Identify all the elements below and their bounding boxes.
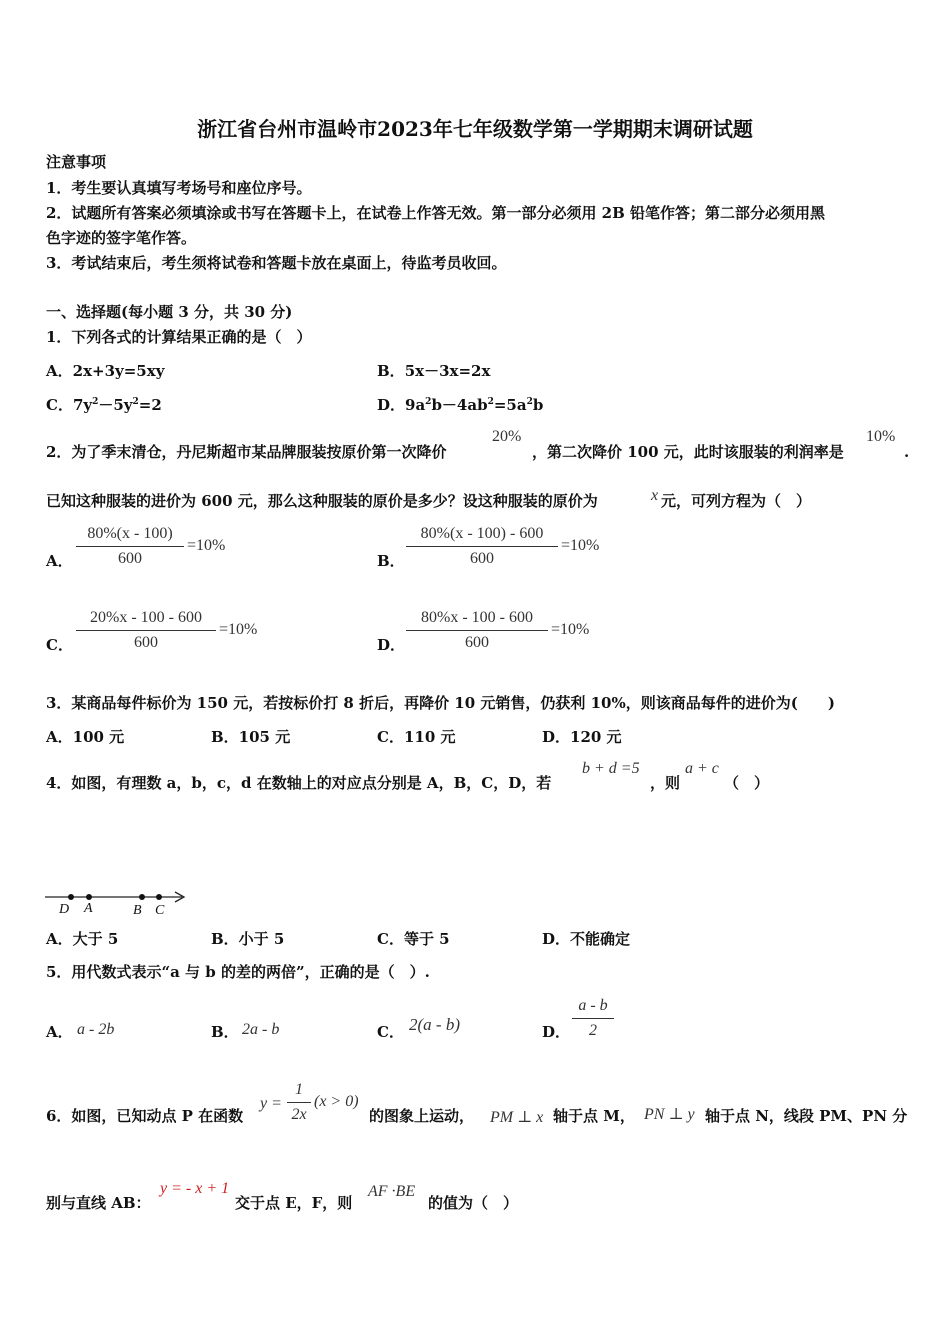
notice-item: 1．考生要认真填写考场号和座位序号。 [46, 179, 312, 197]
option-label: C． [377, 1023, 404, 1041]
q6-stem-d: 轴于点 N，线段 PM、PN 分 [705, 1107, 908, 1125]
q6-pn-perp: PN ⊥ y [644, 1106, 695, 1123]
label-d: D [59, 902, 70, 917]
q3-option-a: A．100 元 [46, 728, 125, 746]
q6-function-domain: (x > 0) [314, 1093, 359, 1110]
expr-part: －5y [98, 396, 133, 414]
question-3-stem: 3．某商品每件标价为 150 元，若按标价打 8 折后，再降价 10 元销售，仍获利 10%，则该商品每件的进价为( ) [46, 694, 835, 712]
denominator: 2 [589, 1022, 597, 1039]
section-heading: 一、选择题(每小题 3 分，共 30 分) [46, 303, 293, 321]
label-b: B [133, 903, 142, 918]
notice-item: 2．试题所有答案必须填涂或书写在答题卡上，在试卷上作答无效。第一部分必须用 2B 铅笔作答；第二部分必须用黑 [46, 204, 826, 222]
option-label: D． [377, 636, 406, 654]
q4-option-d: D．不能确定 [542, 930, 631, 948]
denominator: 600 [118, 550, 142, 567]
q3-option-d: D．120 元 [542, 728, 622, 746]
numerator: 20%x - 100 - 600 [90, 609, 202, 626]
q4-stem-c: （ ） [724, 774, 770, 792]
denominator: 600 [465, 634, 489, 651]
exponent: 2 [487, 397, 494, 407]
exponent: 2 [132, 397, 139, 407]
point-d [68, 894, 74, 900]
point-b [139, 894, 145, 900]
exponent: 2 [92, 397, 99, 407]
expr-part: b－4ab [431, 396, 488, 414]
notice-item: 色字迹的签字笔作答。 [46, 229, 197, 247]
option-label: C． [46, 396, 73, 414]
option-label: D． [542, 1023, 571, 1041]
q2-percent-2: 10% [866, 428, 896, 445]
question-6-stem: 6．如图，已知动点 P 在函数 [46, 1107, 244, 1125]
page-title: 浙江省台州市温岭市2023年七年级数学第一学期期末调研试题 [197, 117, 753, 141]
q2-option-a-rhs: =10% [187, 537, 226, 554]
q5-option-d-fraction [572, 996, 614, 1041]
expr-part: =5a [493, 396, 527, 414]
q2-option-b-fraction [406, 524, 558, 569]
denominator: 600 [470, 550, 494, 567]
denominator: 600 [134, 634, 158, 651]
q2-var-x: x [651, 487, 659, 504]
numerator: 80%(x - 100) [87, 525, 173, 542]
q5-option-a: a - 2b [77, 1021, 115, 1038]
q2-option-a-fraction [76, 524, 184, 569]
option-label: A． [46, 552, 73, 570]
question-1-stem: 1．下列各式的计算结果正确的是（ ） [46, 328, 312, 346]
q2-option-c-rhs: =10% [219, 621, 258, 638]
exponent: 2 [425, 397, 432, 407]
q3-option-c: C．110 元 [377, 728, 456, 746]
q3-option-b: B．105 元 [211, 728, 291, 746]
q2-option-c-fraction [76, 608, 216, 653]
q4-condition: b + d =5 [582, 760, 640, 777]
q1-option-a [46, 361, 164, 381]
q6-pm-perp: PM ⊥ x [490, 1109, 544, 1126]
number-line-figure [44, 886, 189, 918]
q2-option-d-fraction [406, 608, 548, 653]
q6-line2c: 的值为（ ） [428, 1194, 519, 1212]
option-label: B． [377, 362, 405, 380]
option-label: C． [46, 636, 73, 654]
denominator: 2x [291, 1106, 307, 1123]
question-2-stem-line2: 已知这种服装的进价为 600 元，那么这种服装的原价是多少？设这种服装的原价为 [46, 492, 598, 510]
option-label: B． [211, 1023, 239, 1041]
q6-line2b: 交于点 E，F，则 [235, 1194, 353, 1212]
question-2-stem-line2b: 元，可列方程为（ ） [661, 492, 812, 510]
option-label: A． [46, 362, 73, 380]
q6-function-fraction [287, 1080, 311, 1125]
point-a [86, 894, 92, 900]
q4-option-a: A．大于 5 [46, 930, 119, 948]
expr-part: =2 [138, 396, 162, 414]
q4-option-b: B．小于 5 [211, 930, 285, 948]
q1-option-c [46, 395, 162, 415]
expr-part: 7y [72, 396, 93, 414]
question-2-stem-line1b: ，第二次降价 100 元，此时该服装的利润率是 [532, 443, 844, 461]
q5-option-b: 2a - b [242, 1021, 280, 1038]
q2-option-b-rhs: =10% [561, 537, 600, 554]
q6-stem-c: 轴于点 M， [553, 1107, 635, 1125]
option-text: 2x+3y=5xy [72, 362, 165, 380]
expr-part: 9a [405, 396, 426, 414]
q6-product: AF ·BE [368, 1183, 416, 1200]
question-2-stem-line1: 2．为了季末清仓，丹尼斯超市某品牌服装按原价第一次降价 [46, 443, 447, 461]
numerator: 80%x - 100 - 600 [421, 609, 533, 626]
numerator: 1 [295, 1081, 303, 1098]
q5-option-c: 2(a - b) [409, 1015, 460, 1034]
option-label: D． [377, 396, 406, 414]
expr-part: b [532, 396, 544, 414]
notice-item: 3．考试结束后，考生须将试卷和答题卡放在桌面上，待监考员收回。 [46, 254, 507, 272]
exponent: 2 [526, 397, 533, 407]
q6-function-y: y = [260, 1095, 282, 1112]
option-text: 5x－3x=2x [404, 362, 491, 380]
q2-period: . [904, 443, 910, 461]
q1-option-d [377, 395, 543, 415]
q6-stem-b: 的图象上运动， [369, 1107, 475, 1125]
label-c: C [155, 903, 165, 918]
numerator: a - b [578, 997, 608, 1014]
q6-line-equation: y = - x + 1 [160, 1180, 230, 1197]
label-a: A [84, 901, 93, 916]
q1-option-b [377, 361, 490, 381]
numerator: 80%(x - 100) - 600 [420, 525, 544, 542]
question-5-stem: 5．用代数式表示“a 与 b 的差的两倍”，正确的是（ ）. [46, 963, 430, 981]
q4-expression: a + c [685, 760, 719, 777]
notice-heading: 注意事项 [46, 153, 107, 171]
option-label: A． [46, 1023, 73, 1041]
point-c [156, 894, 162, 900]
q6-line2: 别与直线 AB： [46, 1194, 151, 1212]
q4-option-c: C．等于 5 [377, 930, 450, 948]
option-label: B． [377, 552, 405, 570]
q2-option-d-rhs: =10% [551, 621, 590, 638]
q2-percent-1: 20% [492, 428, 522, 445]
q4-stem-b: ，则 [650, 774, 681, 792]
question-4-stem: 4．如图，有理数 a，b，c，d 在数轴上的对应点分别是 A，B，C，D，若 [46, 774, 552, 792]
